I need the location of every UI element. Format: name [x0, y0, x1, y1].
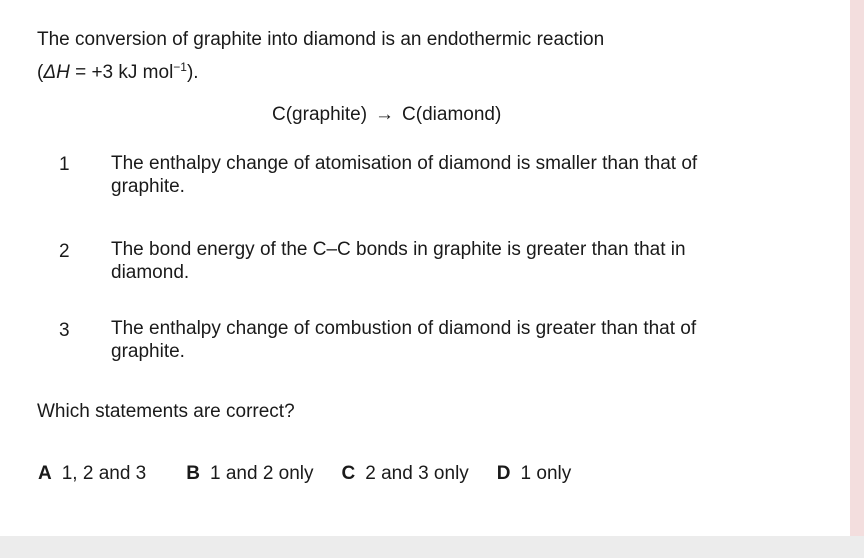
equation-product: C(diamond)	[402, 104, 502, 125]
delta-h-value: = +3 kJ mol	[69, 62, 174, 83]
reaction-arrow-icon: →	[375, 104, 395, 125]
option-text: 2 and 3 only	[365, 463, 469, 484]
intro-close-paren: ).	[186, 62, 199, 83]
option-text: 1 only	[520, 463, 572, 484]
option-key: D	[496, 463, 511, 484]
statement-number: 1	[59, 154, 70, 175]
equation-reactant: C(graphite)	[272, 104, 368, 125]
option-a[interactable]	[38, 462, 146, 485]
statement-text: The enthalpy change of atomisation of diamond is smaller than that of graphite.	[111, 153, 698, 197]
delta-h-symbol: ΔH	[43, 62, 70, 83]
option-b[interactable]	[186, 462, 313, 485]
option-c[interactable]	[342, 462, 469, 485]
statement-number: 3	[59, 320, 70, 341]
option-key: B	[186, 463, 200, 484]
option-key: C	[341, 463, 356, 484]
statement-text: The enthalpy change of combustion of diamond is greater than that of graphite.	[111, 318, 697, 362]
option-text: 1, 2 and 3	[61, 463, 147, 484]
option-key: A	[38, 463, 52, 484]
bottom-band	[0, 536, 864, 558]
statement-text: The bond energy of the C–C bonds in graphite is greater than that in diamond.	[111, 239, 686, 283]
page-edge-strip	[850, 0, 864, 536]
intro-line-2	[37, 61, 199, 84]
reaction-equation	[272, 103, 501, 126]
answer-options	[38, 462, 571, 485]
question-prompt: Which statements are correct?	[37, 401, 295, 422]
intro-open-paren: (	[37, 62, 44, 83]
unit-exponent: −1	[173, 60, 187, 74]
option-d[interactable]	[497, 462, 571, 485]
option-text: 1 and 2 only	[210, 463, 314, 484]
statement-number: 2	[59, 241, 70, 262]
intro-line-1: The conversion of graphite into diamond is an endothermic reaction	[37, 29, 605, 50]
